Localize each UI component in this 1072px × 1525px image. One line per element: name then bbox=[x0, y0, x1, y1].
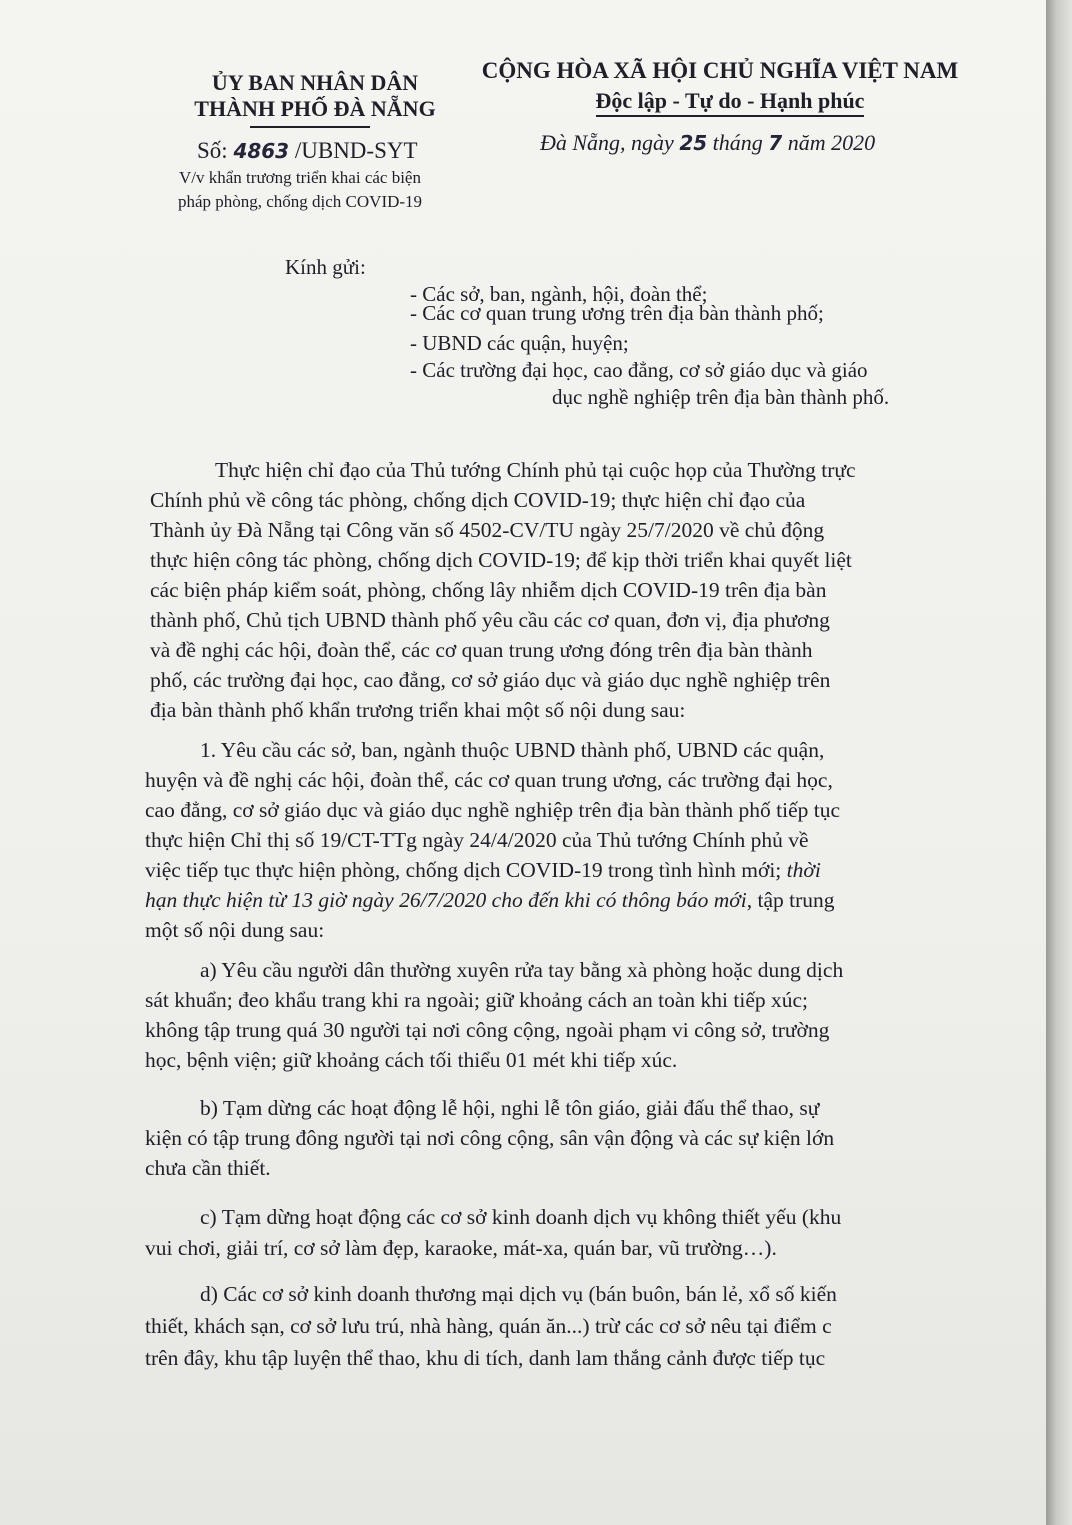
item-a-line: học, bệnh viện; giữ khoảng cách tối thiểu 01 mét khi tiếp xúc. bbox=[145, 1048, 678, 1072]
intro-line: thực hiện công tác phòng, chống dịch COVID-19; để kịp thời triển khai quyết liệt bbox=[150, 548, 852, 572]
subject-line2: pháp phòng, chống dịch COVID-19 bbox=[177, 192, 423, 211]
recipient-item: - Các cơ quan trung ương trên địa bàn thành phố; bbox=[410, 301, 824, 325]
intro-line: địa bàn thành phố khẩn trương triển khai một số nội dung sau: bbox=[150, 698, 686, 722]
item1-line bbox=[145, 888, 835, 913]
nation-title: CỘNG HÒA XÃ HỘI CHỦ NGHĨA VIỆT NAM bbox=[481, 58, 959, 83]
item-a-line: sát khuẩn; đeo khẩu trang khi ra ngoài; giữ khoảng cách an toàn khi tiếp xúc; bbox=[145, 988, 809, 1012]
document-number bbox=[197, 138, 418, 164]
recipients-greeting: Kính gửi: bbox=[285, 255, 366, 279]
item-b-line: b) Tạm dừng các hoạt động lễ hội, nghi lễ tôn giáo, giải đấu thể thao, sự bbox=[200, 1096, 820, 1120]
issue-date bbox=[540, 130, 875, 156]
recipient-item: - Các trường đại học, cao đẳng, cơ sở giáo dục và giáo bbox=[410, 358, 868, 382]
item-b-line: kiện có tập trung đông người tại nơi công cộng, sân vận động và các sự kiện lớn bbox=[145, 1126, 835, 1150]
recipient-item: - Các sở, ban, ngành, hội, đoàn thể; bbox=[410, 282, 708, 306]
item1-italic: hạn thực hiện từ 13 giờ ngày 26/7/2020 cho đến khi có thông báo mới bbox=[145, 888, 747, 912]
item1-line: một số nội dung sau: bbox=[145, 918, 325, 942]
recipient-item: - UBND các quận, huyện; bbox=[410, 331, 629, 355]
nation-motto bbox=[470, 88, 990, 114]
intro-line: và đề nghị các hội, đoàn thể, các cơ quan trung ương đóng trên địa bàn thành bbox=[150, 638, 813, 662]
date-month-label: tháng bbox=[712, 130, 763, 155]
subject-line1: V/v khẩn trương triển khai các biện bbox=[179, 168, 421, 187]
item1-line: thực hiện Chỉ thị số 19/CT-TTg ngày 24/4/2020 của Thủ tướng Chính phủ về bbox=[145, 828, 809, 852]
item1-text: việc tiếp tục thực hiện phòng, chống dịch COVID-19 trong tình hình mới; bbox=[145, 858, 782, 882]
item-a-line: không tập trung quá 30 người tại nơi công cộng, ngoài phạm vi công sở, trường bbox=[145, 1018, 830, 1042]
date-month: 7 bbox=[768, 131, 783, 155]
intro-line: các biện pháp kiểm soát, phòng, chống lây nhiễm dịch COVID-19 trên địa bàn bbox=[150, 578, 827, 602]
date-day: 25 bbox=[679, 131, 708, 155]
intro-line: Thành ủy Đà Nẵng tại Công văn số 4502-CV/TU ngày 25/7/2020 về chủ động bbox=[150, 518, 825, 542]
item1-italic: thời bbox=[786, 858, 821, 882]
doc-number-prefix: Số: bbox=[197, 138, 228, 163]
item1-line bbox=[145, 858, 821, 883]
date-place: Đà Nẵng, ngày bbox=[540, 130, 674, 155]
item-a-line: a) Yêu cầu người dân thường xuyên rửa tay bằng xà phòng hoặc dung dịch bbox=[200, 958, 844, 982]
intro-line: thành phố, Chủ tịch UBND thành phố yêu cầu các cơ quan, đơn vị, địa phương bbox=[150, 608, 830, 632]
item-b-line: chưa cần thiết. bbox=[145, 1156, 271, 1180]
item-c-line: vui chơi, giải trí, cơ sở làm đẹp, karaoke, mát-xa, quán bar, vũ trường…). bbox=[145, 1236, 777, 1260]
issuing-org-line1: ỦY BAN NHÂN DÂN bbox=[211, 70, 419, 95]
item1-line: 1. Yêu cầu các sở, ban, ngành thuộc UBND thành phố, UBND các quận, bbox=[200, 738, 825, 762]
issuing-org-line2: THÀNH PHỐ ĐÀ NẴNG bbox=[194, 96, 436, 121]
motto-text: Độc lập - Tự do - Hạnh phúc bbox=[596, 88, 865, 117]
item-d-line: d) Các cơ sở kinh doanh thương mại dịch vụ (bán buôn, bán lẻ, xổ số kiến bbox=[200, 1282, 837, 1306]
item1-text: , tập trung bbox=[746, 888, 835, 912]
date-year: năm 2020 bbox=[787, 130, 876, 155]
page-edge-shadow bbox=[1046, 0, 1072, 1525]
recipient-item: dục nghề nghiệp trên địa bàn thành phố. bbox=[552, 385, 890, 409]
intro-line: Chính phủ về công tác phòng, chống dịch COVID-19; thực hiện chỉ đạo của bbox=[150, 488, 806, 512]
item-d-line: trên đây, khu tập luyện thể thao, khu di tích, danh lam thắng cảnh được tiếp tục bbox=[145, 1346, 826, 1370]
intro-line: phố, các trường đại học, cao đẳng, cơ sở giáo dục và giáo dục nghề nghiệp trên bbox=[150, 668, 831, 692]
item1-line: cao đẳng, cơ sở giáo dục và giáo dục nghề nghiệp trên địa bàn thành phố tiếp tục bbox=[145, 798, 841, 822]
item-d-line: thiết, khách sạn, cơ sở lưu trú, nhà hàng, quán ăn...) trừ các cơ sở nêu tại điểm c bbox=[145, 1314, 832, 1338]
intro-line: Thực hiện chỉ đạo của Thủ tướng Chính phủ tại cuộc họp của Thường trực bbox=[215, 458, 856, 482]
item1-line: huyện và đề nghị các hội, đoàn thể, các cơ quan trung ương, các trường đại học, bbox=[145, 768, 833, 792]
doc-number-handwritten: 4863 bbox=[233, 139, 290, 163]
doc-number-suffix: /UBND-SYT bbox=[294, 138, 418, 163]
subject-block bbox=[135, 166, 465, 214]
item-c-line: c) Tạm dừng hoạt động các cơ sở kinh doanh dịch vụ không thiết yếu (khu bbox=[200, 1205, 842, 1229]
org-underline bbox=[250, 126, 370, 128]
